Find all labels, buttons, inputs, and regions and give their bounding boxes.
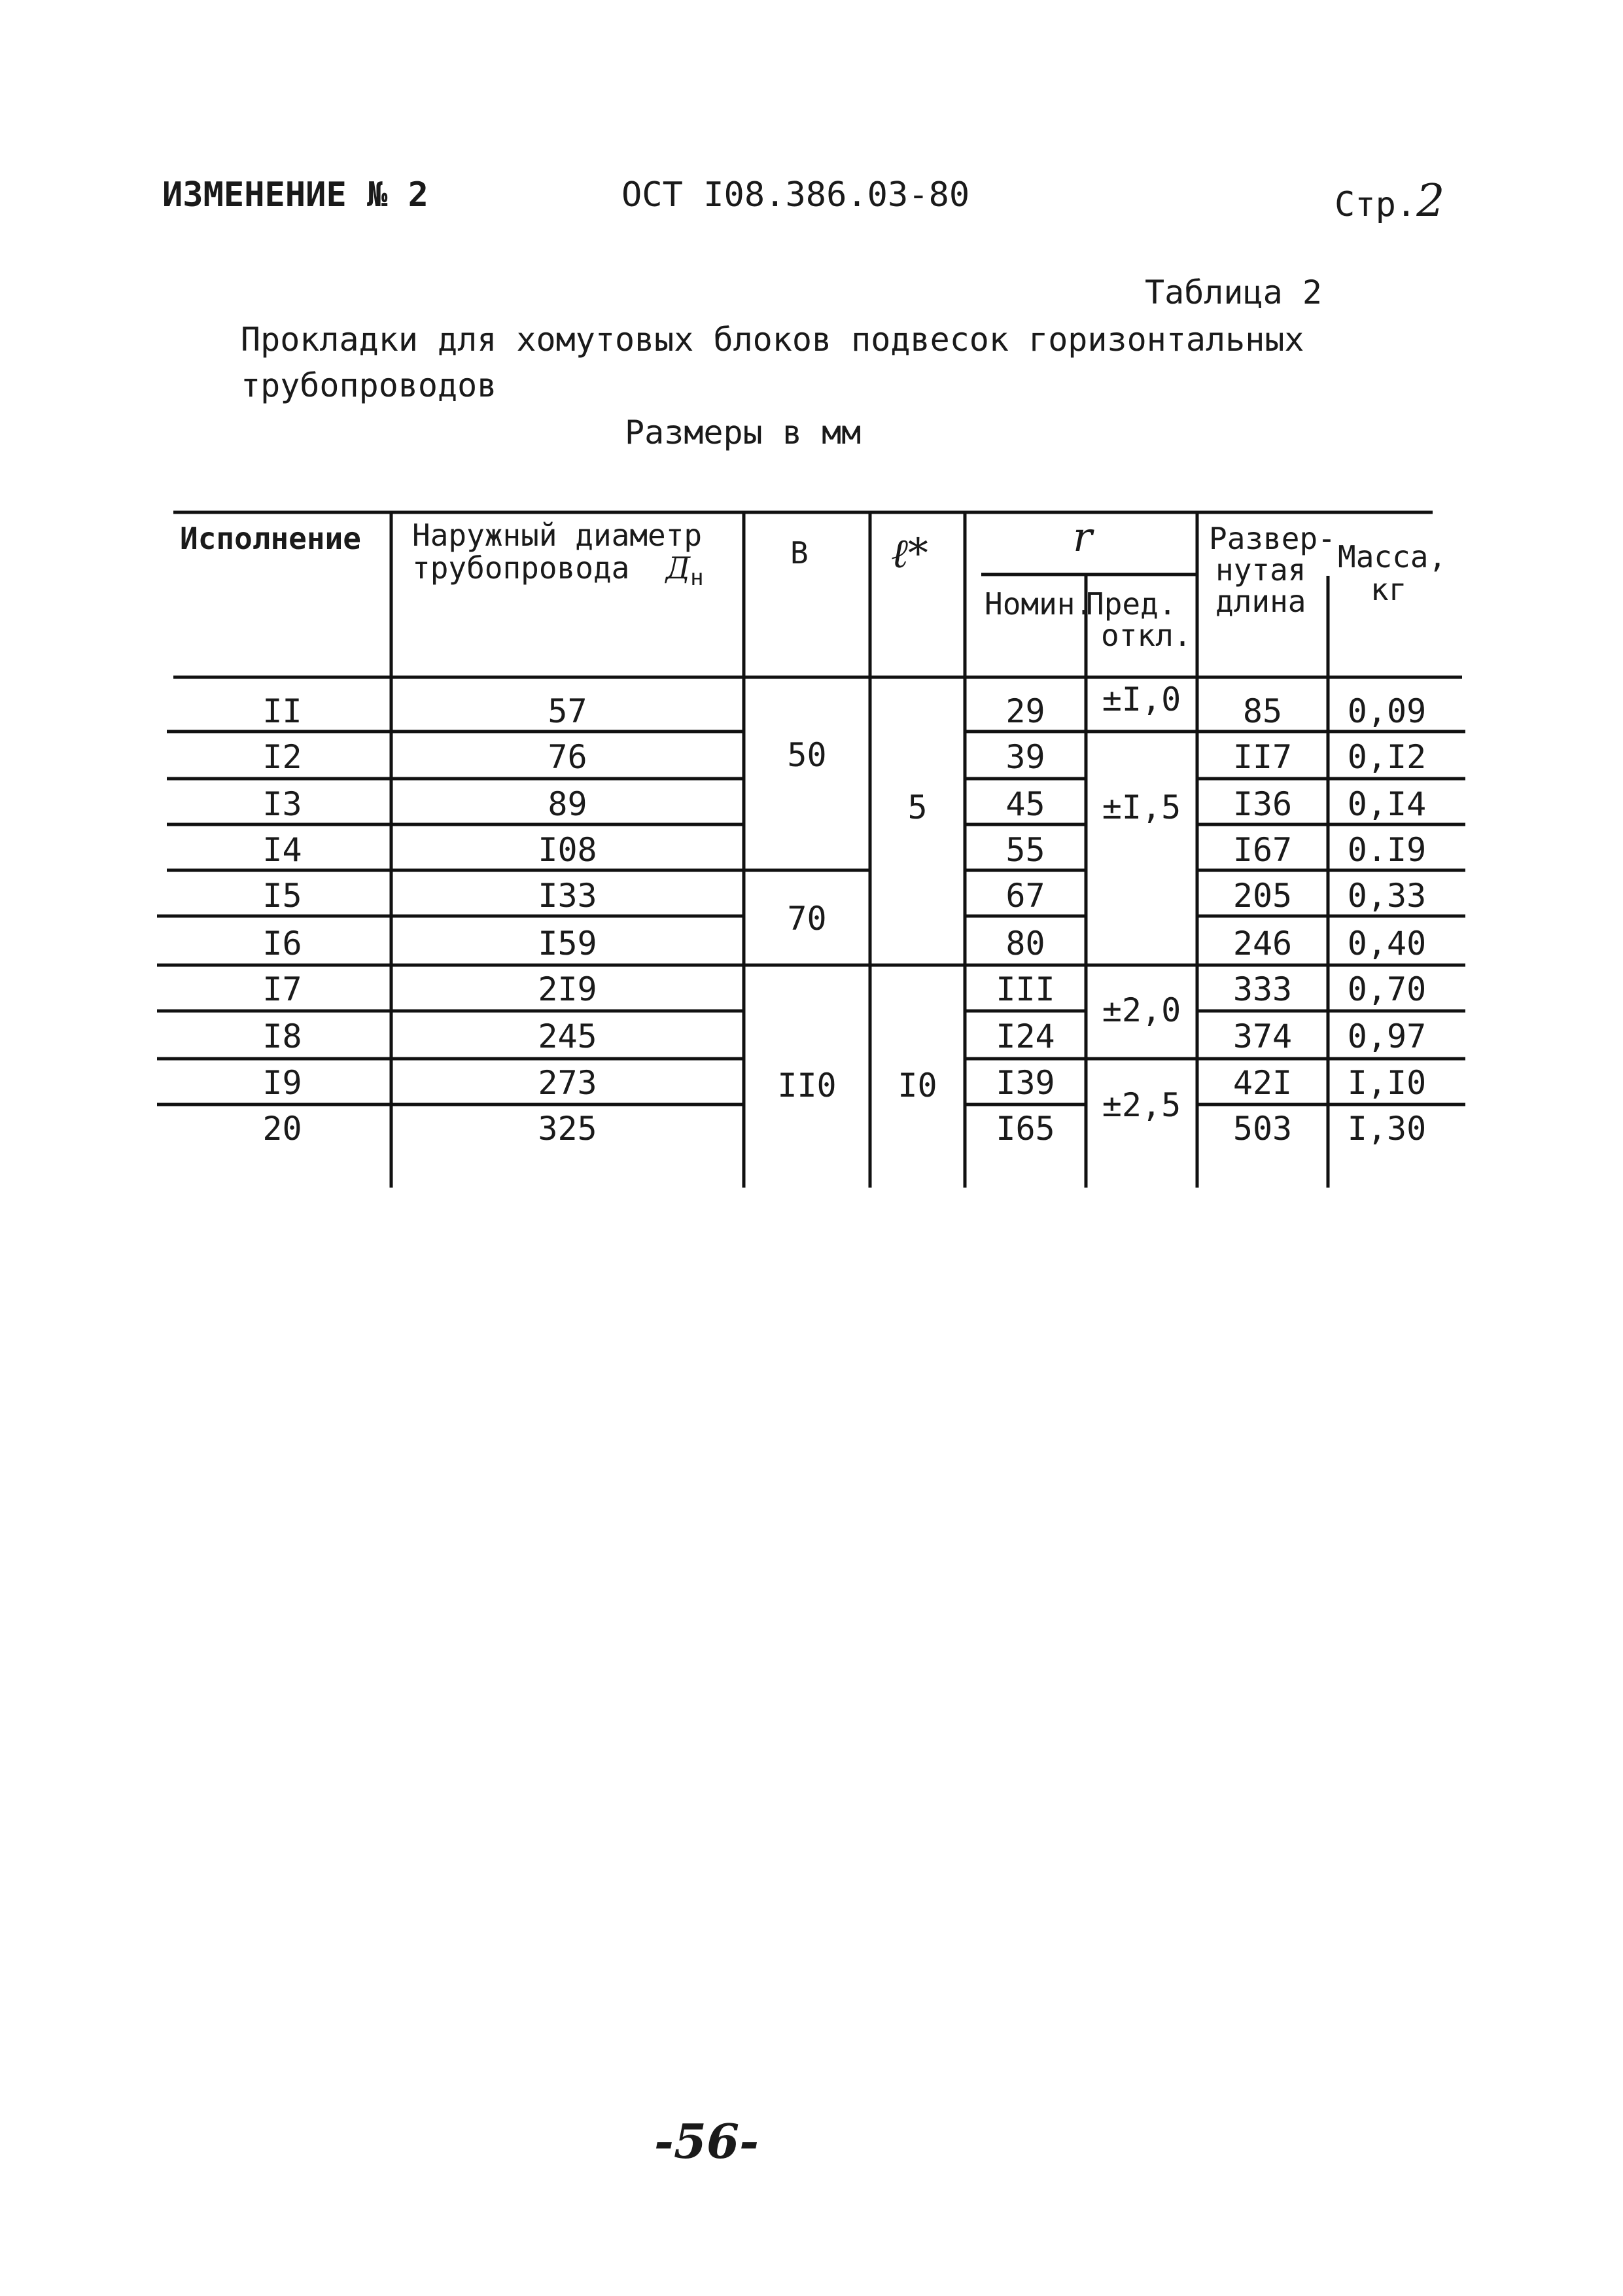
cell-variant: II [262,692,302,730]
cell-r-nom: 55 [1005,831,1045,869]
deviation-group-4: ±2,5 [1102,1086,1181,1124]
deviation-group-2: ±I,5 [1102,788,1181,826]
col-header-diameter-line1: Наружный диаметр [412,518,703,553]
page-ref-prefix: Стр. [1335,185,1417,224]
cell-variant: I9 [262,1064,302,1102]
cell-mass: 0,I2 [1347,738,1427,776]
col-header-unfolded-line3: длина [1215,584,1306,619]
cell-mass: 0,33 [1347,877,1427,915]
cell-variant: I3 [262,785,302,823]
cell-r-nom: 45 [1005,785,1045,823]
cell-r-nom: I65 [996,1110,1055,1148]
page-number: -56- [654,2113,759,2169]
cell-r-nom: 29 [1005,692,1045,730]
cell-diameter: I59 [538,925,597,963]
cell-variant: I5 [262,877,302,915]
b-value-group-1: 50 [787,736,827,774]
cell-r-nom: 80 [1005,925,1045,963]
cell-mass: 0,40 [1347,925,1427,963]
col-header-b: В [790,535,809,571]
col-header-variant: Исполнение [180,521,361,556]
cell-mass: 0,70 [1347,970,1427,1008]
cell-r-nom: 67 [1005,877,1045,915]
cell-unfolded-length: 333 [1232,970,1293,1008]
col-header-l: ℓ* [891,529,928,577]
cell-diameter: 89 [548,785,587,823]
change-notice-label: ИЗМЕНЕНИЕ № 2 [162,175,428,215]
cell-variant: I7 [262,970,302,1008]
col-header-mass-line2: кг [1370,572,1407,607]
cell-variant: 20 [262,1110,302,1148]
diameter-symbol: Д [665,550,691,586]
cell-mass: 0,09 [1347,692,1427,730]
cell-variant: I8 [262,1017,302,1055]
table-label: Таблица 2 [1145,274,1322,311]
cell-variant: I6 [262,925,302,963]
cell-unfolded-length: 42I [1232,1064,1293,1102]
cell-r-nom: I39 [996,1064,1055,1102]
l-value-group-1: 5 [907,788,928,826]
diameter-subscript: н [690,565,704,592]
cell-r-nom: 39 [1005,738,1045,776]
col-header-diameter-text: трубопровода [412,550,630,586]
page-ref-number: 2 [1416,175,1445,227]
table-title-line1: Прокладки для хомутовых блоков подвесок горизонтальных [241,321,1304,359]
cell-mass: I,I0 [1347,1064,1427,1102]
cell-r-nom: I24 [996,1017,1055,1055]
b-value-group-2: 70 [787,900,827,938]
cell-diameter: 325 [538,1110,597,1148]
cell-mass: 0.I9 [1347,831,1427,869]
cell-r-nom: III [996,970,1055,1008]
cell-unfolded-length: I67 [1232,831,1293,869]
units-note: Размеры в мм [625,414,862,451]
deviation-group-3: ±2,0 [1102,991,1181,1029]
cell-unfolded-length: II7 [1232,738,1293,776]
cell-diameter: 273 [538,1064,597,1102]
col-header-unfolded-line2: нутая [1215,552,1306,588]
table-title-line2: трубопроводов [241,366,497,404]
cell-unfolded-length: 503 [1232,1110,1293,1148]
cell-diameter: 76 [548,738,587,776]
col-header-mass-line1: Масса, [1338,539,1447,574]
cell-unfolded-length: 374 [1232,1017,1293,1055]
cell-unfolded-length: 246 [1232,925,1293,963]
col-header-r: r [1073,513,1092,561]
col-header-unfolded-line1: Развер- [1209,521,1336,556]
cell-mass: 0,97 [1347,1017,1427,1055]
cell-variant: I4 [262,831,302,869]
l-value-group-2: I0 [898,1067,937,1104]
col-header-r-dev-line2: откл. [1101,618,1192,653]
b-value-group-3: II0 [777,1067,837,1104]
cell-mass: 0,I4 [1347,785,1427,823]
cell-variant: I2 [262,738,302,776]
col-header-diameter-line2 [412,550,704,593]
standard-code: ОСТ I08.386.03-80 [621,175,970,215]
cell-diameter: I08 [538,831,597,869]
cell-diameter: 57 [548,692,587,730]
cell-mass: I,30 [1347,1110,1427,1148]
cell-unfolded-length: I36 [1232,785,1293,823]
cell-diameter: 2I9 [538,970,597,1008]
cell-unfolded-length: 85 [1242,692,1283,730]
deviation-group-1: ±I,0 [1102,680,1181,718]
col-header-r-dev-line1: Пред. [1086,586,1177,622]
cell-diameter: I33 [538,877,597,915]
cell-unfolded-length: 205 [1232,877,1293,915]
col-header-r-nom: Номин. [985,586,1094,622]
cell-diameter: 245 [538,1017,597,1055]
